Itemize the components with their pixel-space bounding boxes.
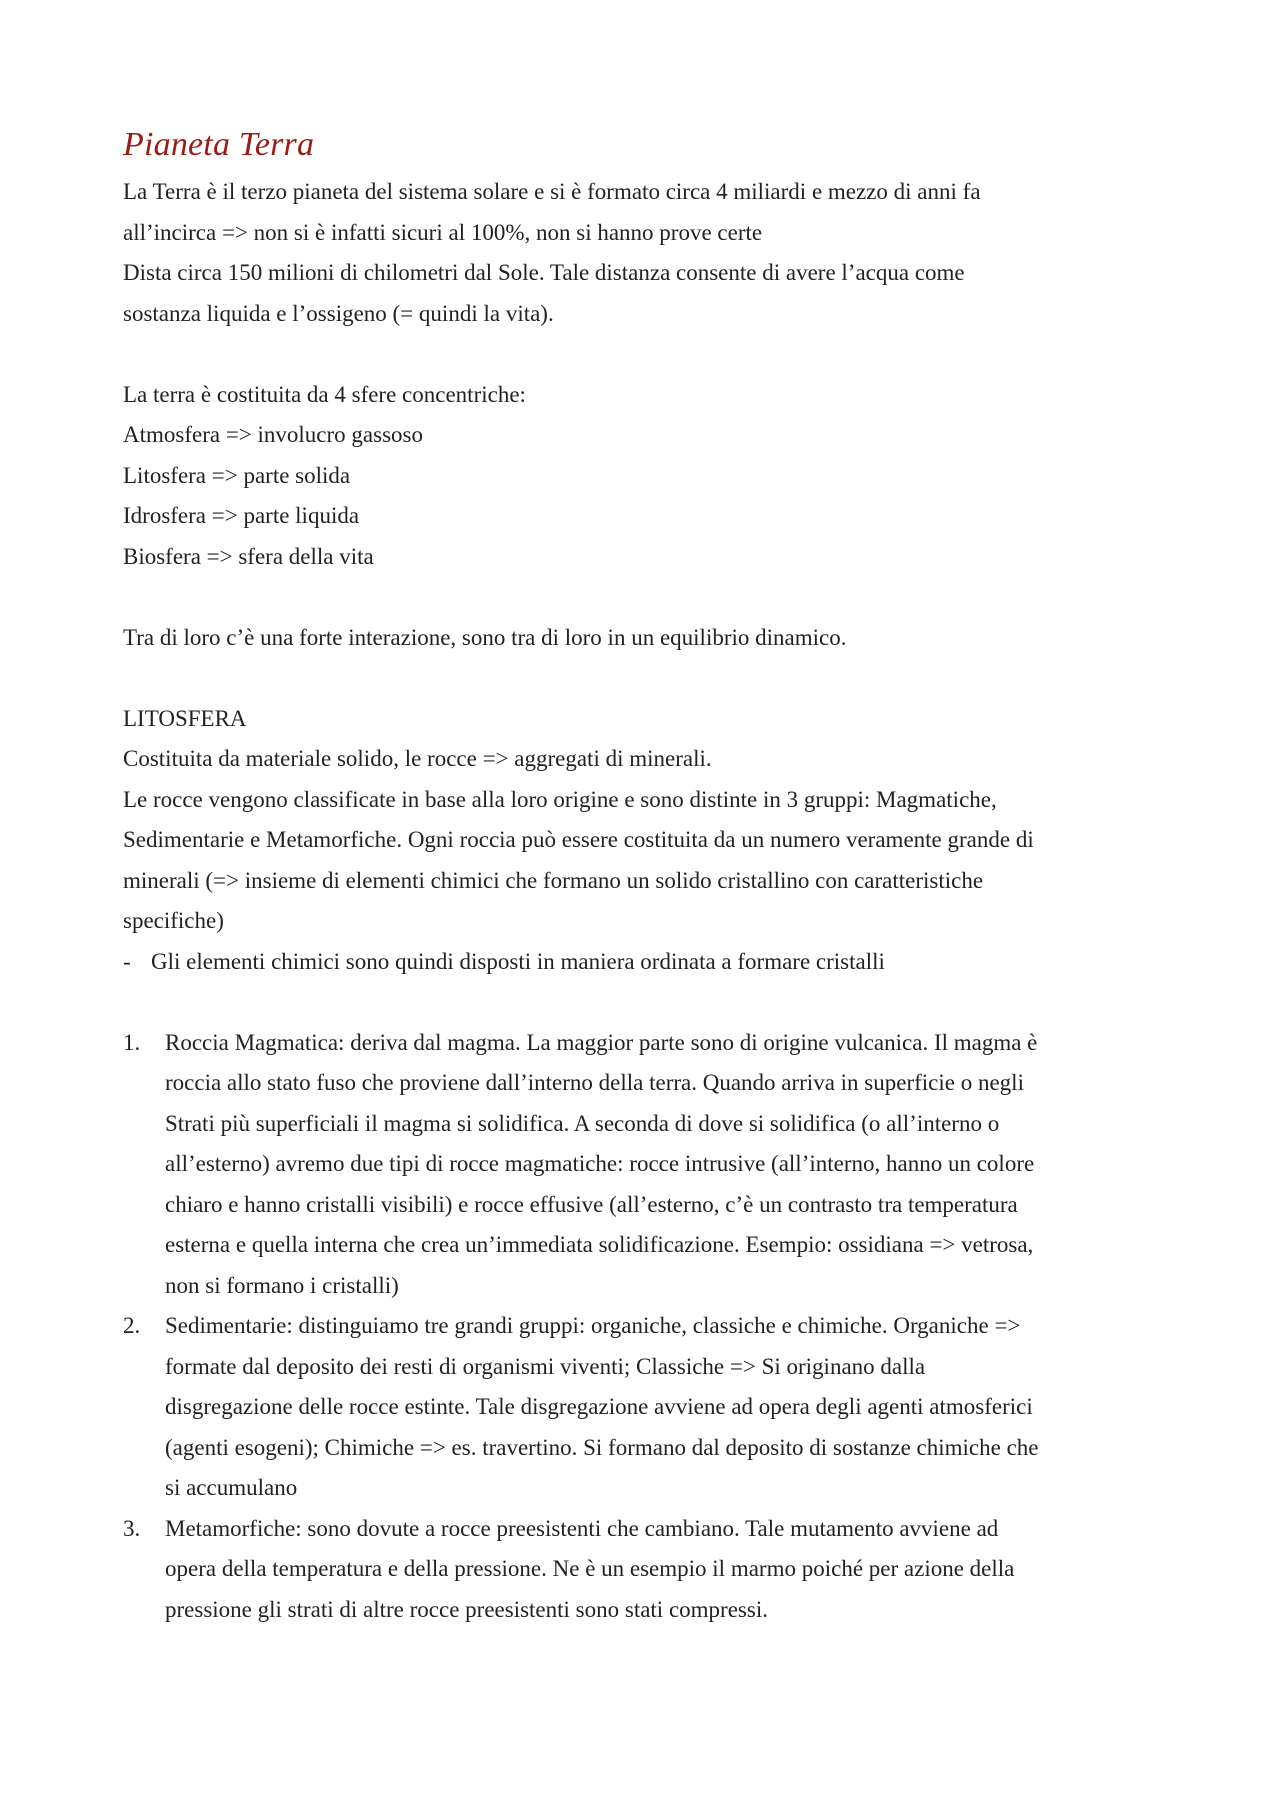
list-number: 3. (123, 1515, 141, 1541)
text-line: La terra è costituita da 4 sfere concentriche: (123, 381, 526, 407)
list-item (123, 1023, 1170, 1307)
text-line: disgregazione delle rocce estinte. Tale disgregazione avviene ad opera degli agenti atmosferici (165, 1394, 1033, 1419)
intro-paragraph (123, 172, 1170, 334)
text-line: Litosfera => parte solida (123, 462, 351, 488)
text-line: Tra di loro c’è una forte interazione, sono tra di loro in un equilibrio dinamico. (123, 624, 847, 650)
text-line: non si formano i cristalli) (165, 1272, 399, 1298)
text-line: esterna e quella interna che crea un’immediata solidificazione. Esempio: ossidiana => vetrosa, (165, 1232, 1034, 1257)
list-item-body (165, 1509, 1170, 1631)
text-line: all’incirca => non si è infatti sicuri al 100%, non si hanno prove certe (123, 219, 763, 245)
text-line: (agenti esogeni); Chimiche => es. travertino. Si formano dal deposito di sostanze chimiche che (165, 1434, 1039, 1460)
text-line: all’esterno) avremo due tipi di rocce magmatiche: rocce intrusive (all’interno, hanno un colore (165, 1151, 1035, 1176)
text-line: La Terra è il terzo pianeta del sistema solare e si è formato circa 4 miliardi e mezzo di anni fa (123, 179, 981, 204)
text-line: Idrosfera => parte liquida (123, 503, 360, 528)
list-number: 2. (123, 1313, 141, 1338)
list-item-body (165, 1023, 1170, 1307)
list-item (123, 1306, 1170, 1509)
text-line: Sedimentarie e Metamorfiche. Ogni roccia può essere costituita da un numero veramente grande di (123, 827, 1034, 852)
text-line: Metamorfiche: sono dovute a rocce preesistenti che cambiano. Tale mutamento avviene ad (165, 1515, 999, 1541)
text-line: chiaro e hanno cristalli visibili) e rocce effusive (all’esterno, c’è un contrasto tra temperatura (165, 1191, 1018, 1217)
interaction-paragraph (123, 618, 1170, 659)
list-item (123, 1509, 1170, 1631)
text-line: minerali (=> insieme di elementi chimici che formano un solido cristallino con caratteristiche (123, 867, 984, 893)
text-line: Sedimentarie: distinguiamo tre grandi gruppi: organiche, classiche e chimiche. Organiche => (165, 1313, 1021, 1338)
paragraph-gap (123, 982, 1170, 1023)
litosfera-section (123, 699, 1170, 983)
list-item-body (165, 1306, 1170, 1509)
text-line: Strati più superficiali il magma si solidifica. A seconda di dove si solidifica (o all’interno o (165, 1110, 1000, 1136)
rock-types-list (123, 1023, 1170, 1631)
bullet-mark: - (123, 948, 131, 974)
bullet-text: Gli elementi chimici sono quindi disposti in maniera ordinata a formare cristalli (151, 948, 885, 974)
text-line: pressione gli strati di altre rocce preesistenti sono stati compressi. (165, 1596, 768, 1622)
paragraph-gap (123, 577, 1170, 618)
text-line: Biosfera => sfera della vita (123, 543, 374, 569)
paragraph-gap (123, 334, 1170, 375)
text-line: Atmosfera => involucro gassoso (123, 422, 423, 447)
text-line: Dista circa 150 milioni di chilometri dal Sole. Tale distanza consente di avere l’acqua come (123, 260, 965, 285)
text-line: formate dal deposito dei resti di organismi viventi; Classiche => Si originano dalla (165, 1353, 926, 1379)
text-line: si accumulano (165, 1475, 298, 1500)
page-title: Pianeta Terra (123, 126, 315, 163)
text-line: specifiche) (123, 908, 224, 933)
text-line: opera della temperatura e della pressione. Ne è un esempio il marmo poiché per azione della (165, 1556, 1015, 1581)
spheres-paragraph (123, 375, 1170, 578)
section-heading: LITOSFERA (123, 705, 247, 731)
text-line: sostanza liquida e l’ossigeno (= quindi la vita). (123, 300, 554, 326)
bullet-item (123, 942, 1170, 983)
text-line: Costituita da materiale solido, le rocce => aggregati di minerali. (123, 746, 712, 771)
list-number: 1. (123, 1029, 141, 1055)
text-line: roccia allo stato fuso che proviene dall’interno della terra. Quando arriva in superficie o negli (165, 1070, 1024, 1095)
text-line: Le rocce vengono classificate in base alla loro origine e sono distinte in 3 gruppi: Magmatiche, (123, 786, 997, 812)
text-line: Roccia Magmatica: deriva dal magma. La maggior parte sono di origine vulcanica. Il magma è (165, 1029, 1038, 1055)
paragraph-gap (123, 658, 1170, 699)
